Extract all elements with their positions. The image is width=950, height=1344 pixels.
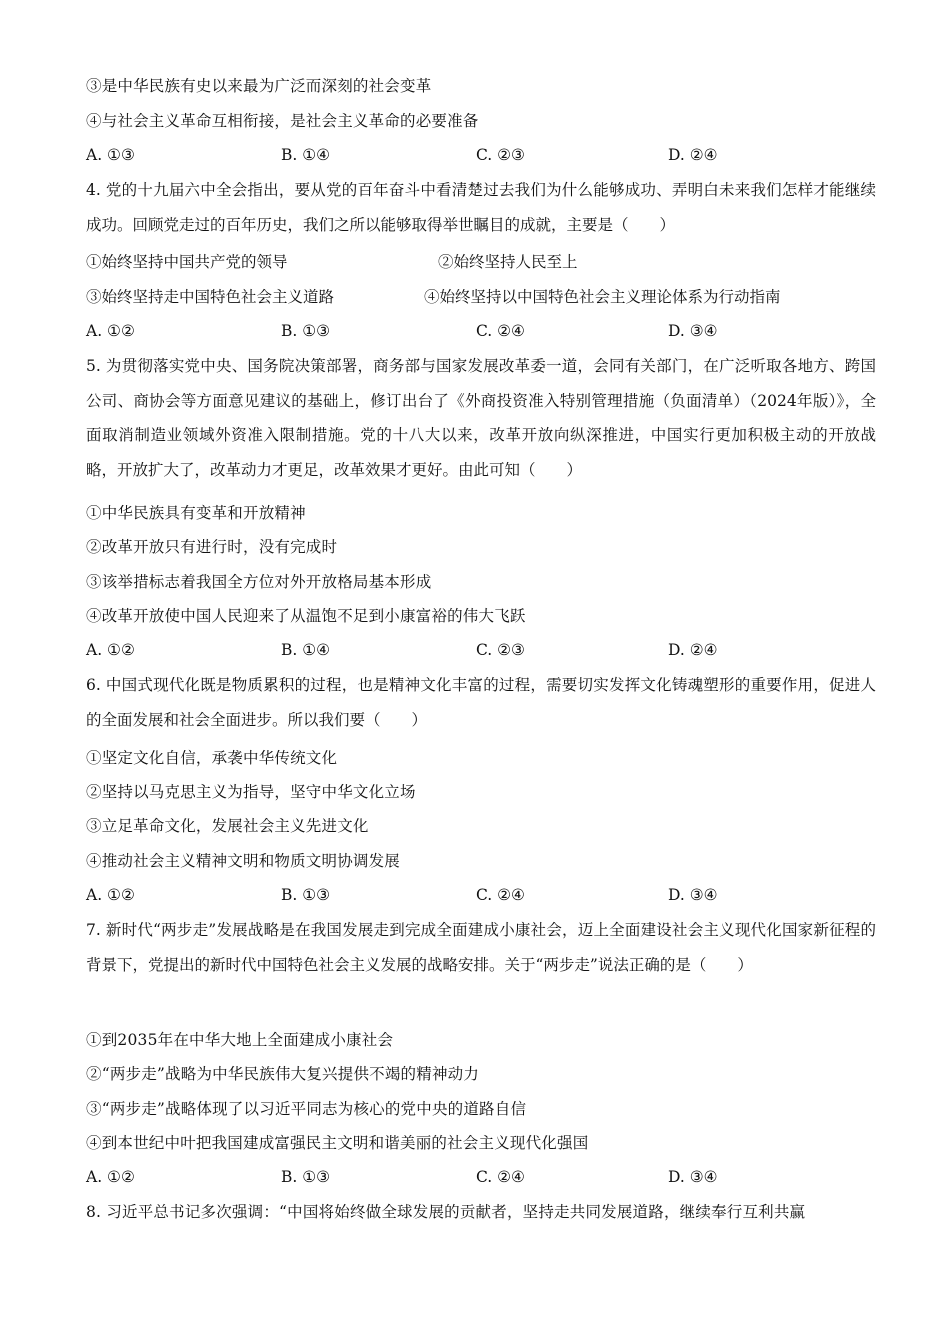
- q7-option-b: B. ①③: [281, 1168, 331, 1186]
- q7-option-d: D. ③④: [668, 1168, 718, 1186]
- q7-stem: 7. 新时代“两步走”发展战略是在我国发展走到完成全面建成小康社会，迈上全面建设社会主义现代化国家新征程的背景下，党提出的新时代中国特色社会主义发展的战略安排。关于“两步走”说法正确的是（ ）: [86, 921, 876, 974]
- q6-item-3: ③立足革命文化，发展社会主义先进文化: [86, 817, 369, 835]
- q4-option-d: D. ③④: [668, 322, 718, 340]
- q5-item-3: ③该举措标志着我国全方位对外开放格局基本形成: [86, 573, 432, 591]
- q6-item-1: ①坚定文化自信，承袭中华传统文化: [86, 749, 338, 767]
- q3-item-4: ④与社会主义革命互相衔接，是社会主义革命的必要准备: [86, 112, 479, 130]
- q3-option-b: B. ①④: [281, 146, 331, 164]
- q4-item-1: ①始终坚持中国共产党的领导: [86, 253, 288, 271]
- q6-option-c: C. ②④: [476, 886, 525, 904]
- q3-option-c: C. ②③: [476, 146, 525, 164]
- q5-stem: 5. 为贯彻落实党中央、国务院决策部署，商务部与国家发展改革委一道，会同有关部门，在广泛听取各地方、跨国公司、商协会等方面意见建议的基础上，修订出台了《外商投资准入特别管理措施（负面清单）（2024年版）》，全面取消制造业领域外资准入限制措施。党的十八大以来，改革开放向纵深推进，中国实行更加积极主动的开放战略，开放扩大了，改革动力才更足，改革效果才更好。由此可知（ ）: [86, 357, 876, 479]
- q6-item-2: ②坚持以马克思主义为指导，坚守中华文化立场: [86, 783, 416, 801]
- q4-item-4: ④始终坚持以中国特色社会主义理论体系为行动指南: [424, 288, 781, 306]
- q6-stem: 6. 中国式现代化既是物质累积的过程，也是精神文化丰富的过程，需要切实发挥文化铸魂塑形的重要作用，促进人的全面发展和社会全面进步。所以我们要（ ）: [86, 676, 876, 729]
- q6-option-b: B. ①③: [281, 886, 331, 904]
- q4-option-a: A. ①②: [86, 322, 135, 340]
- q5-option-c: C. ②③: [476, 641, 525, 659]
- q4-item-3: ③始终坚持走中国特色社会主义道路: [86, 288, 335, 306]
- q5-item-4: ④改革开放使中国人民迎来了从温饱不足到小康富裕的伟大飞跃: [86, 607, 526, 625]
- q6-item-4: ④推动社会主义精神文明和物质文明协调发展: [86, 852, 401, 870]
- q5-option-a: A. ①②: [86, 641, 135, 659]
- q3-item-3: ③是中华民族有史以来最为广泛而深刻的社会变革: [86, 77, 432, 95]
- q5-item-2: ②改革开放只有进行时，没有完成时: [86, 538, 338, 556]
- q5-option-b: B. ①④: [281, 641, 331, 659]
- q6-option-a: A. ①②: [86, 886, 135, 904]
- q5-item-1: ①中华民族具有变革和开放精神: [86, 504, 306, 522]
- q8-stem: 8. 习近平总书记多次强调：“中国将始终做全球发展的贡献者，坚持走共同发展道路，继续奉行互利共赢: [86, 1203, 806, 1221]
- q7-item-3: ③“两步走”战略体现了以习近平同志为核心的党中央的道路自信: [86, 1100, 527, 1118]
- q4-stem: 4. 党的十九届六中全会指出，要从党的百年奋斗中看清楚过去我们为什么能够成功、弄明白未来我们怎样才能继续成功。回顾党走过的百年历史，我们之所以能够取得举世瞩目的成就，主要是（ ）: [86, 181, 876, 234]
- q4-option-b: B. ①③: [281, 322, 331, 340]
- q6-option-d: D. ③④: [668, 886, 718, 904]
- q7-option-c: C. ②④: [476, 1168, 525, 1186]
- q7-item-1: ①到2035年在中华大地上全面建成小康社会: [86, 1031, 394, 1049]
- q7-option-a: A. ①②: [86, 1168, 135, 1186]
- q3-option-d: D. ②④: [668, 146, 718, 164]
- q5-option-d: D. ②④: [668, 641, 718, 659]
- q7-item-2: ②“两步走”战略为中华民族伟大复兴提供不竭的精神动力: [86, 1065, 480, 1083]
- q3-option-a: A. ①③: [86, 146, 135, 164]
- q4-item-2: ②始终坚持人民至上: [438, 253, 578, 271]
- q7-item-4: ④到本世纪中叶把我国建成富强民主文明和谐美丽的社会主义现代化强国: [86, 1134, 589, 1152]
- q4-option-c: C. ②④: [476, 322, 525, 340]
